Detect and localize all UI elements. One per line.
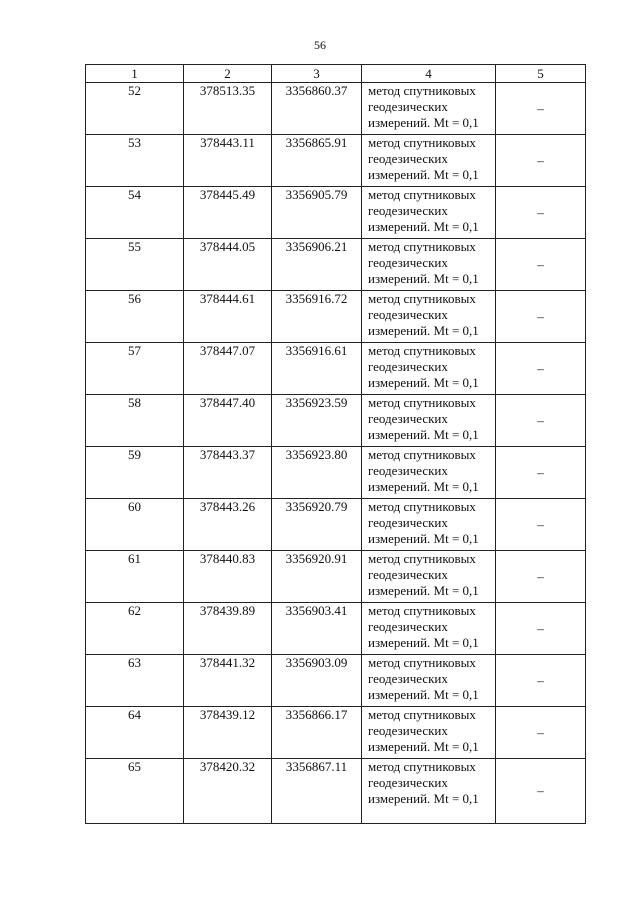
method-cell bbox=[362, 447, 496, 499]
point-number-cell: 59 bbox=[86, 447, 184, 499]
method-line: геодезических bbox=[368, 203, 448, 218]
method-line: геодезических bbox=[368, 619, 448, 634]
page-number: 56 bbox=[314, 38, 326, 52]
table-row bbox=[86, 551, 586, 603]
x-coordinate-cell: 378443.37 bbox=[184, 447, 272, 499]
header-col-4: 4 bbox=[362, 65, 496, 83]
y-coordinate-cell: 3356920.91 bbox=[272, 551, 362, 603]
y-coordinate-cell: 3356916.72 bbox=[272, 291, 362, 343]
method-cell bbox=[362, 499, 496, 551]
table-row bbox=[86, 447, 586, 499]
point-number-cell: 52 bbox=[86, 83, 184, 135]
method-line: метод спутниковых bbox=[368, 655, 476, 670]
y-coordinate-cell: 3356903.41 bbox=[272, 603, 362, 655]
y-coordinate-cell: 3356905.79 bbox=[272, 187, 362, 239]
coordinates-table bbox=[85, 64, 586, 824]
y-coordinate-cell: 3356923.80 bbox=[272, 447, 362, 499]
col5-cell: – bbox=[496, 551, 586, 603]
x-coordinate-cell: 378447.40 bbox=[184, 395, 272, 447]
method-cell bbox=[362, 187, 496, 239]
method-cell bbox=[362, 343, 496, 395]
y-coordinate-cell: 3356903.09 bbox=[272, 655, 362, 707]
method-line: измерений. Mt = 0,1 bbox=[368, 583, 479, 598]
method-line: измерений. Mt = 0,1 bbox=[368, 687, 479, 702]
table-row bbox=[86, 343, 586, 395]
table-row bbox=[86, 603, 586, 655]
method-line: метод спутниковых bbox=[368, 187, 476, 202]
x-coordinate-cell: 378441.32 bbox=[184, 655, 272, 707]
x-coordinate-cell: 378443.26 bbox=[184, 499, 272, 551]
y-coordinate-cell: 3356920.79 bbox=[272, 499, 362, 551]
method-line: геодезических bbox=[368, 463, 448, 478]
x-coordinate-cell: 378447.07 bbox=[184, 343, 272, 395]
method-cell bbox=[362, 135, 496, 187]
header-col-5: 5 bbox=[496, 65, 586, 83]
method-cell bbox=[362, 655, 496, 707]
x-coordinate-cell: 378513.35 bbox=[184, 83, 272, 135]
point-number-cell: 63 bbox=[86, 655, 184, 707]
col5-cell: – bbox=[496, 447, 586, 499]
method-line: геодезических bbox=[368, 723, 448, 738]
x-coordinate-cell: 378444.61 bbox=[184, 291, 272, 343]
table-header-row bbox=[86, 65, 586, 83]
header-col-1: 1 bbox=[86, 65, 184, 83]
table-row bbox=[86, 239, 586, 291]
method-cell bbox=[362, 707, 496, 759]
col5-cell: – bbox=[496, 239, 586, 291]
col5-cell: – bbox=[496, 291, 586, 343]
method-cell bbox=[362, 239, 496, 291]
col5-cell: – bbox=[496, 187, 586, 239]
point-number-cell: 57 bbox=[86, 343, 184, 395]
method-cell bbox=[362, 759, 496, 824]
table-row bbox=[86, 291, 586, 343]
method-line: измерений. Mt = 0,1 bbox=[368, 167, 479, 182]
col5-cell: – bbox=[496, 603, 586, 655]
method-line: метод спутниковых bbox=[368, 551, 476, 566]
method-cell bbox=[362, 395, 496, 447]
method-line: геодезических bbox=[368, 255, 448, 270]
table-row bbox=[86, 655, 586, 707]
method-line: измерений. Mt = 0,1 bbox=[368, 479, 479, 494]
header-col-2: 2 bbox=[184, 65, 272, 83]
col5-cell: – bbox=[496, 395, 586, 447]
method-line: метод спутниковых bbox=[368, 603, 476, 618]
method-line: геодезических bbox=[368, 411, 448, 426]
method-line: метод спутниковых bbox=[368, 395, 476, 410]
y-coordinate-cell: 3356906.21 bbox=[272, 239, 362, 291]
method-line: измерений. Mt = 0,1 bbox=[368, 791, 479, 806]
col5-cell: – bbox=[496, 707, 586, 759]
table-row bbox=[86, 759, 586, 824]
point-number-cell: 65 bbox=[86, 759, 184, 824]
x-coordinate-cell: 378444.05 bbox=[184, 239, 272, 291]
col5-cell: – bbox=[496, 759, 586, 824]
x-coordinate-cell: 378420.32 bbox=[184, 759, 272, 824]
y-coordinate-cell: 3356923.59 bbox=[272, 395, 362, 447]
method-line: метод спутниковых bbox=[368, 239, 476, 254]
point-number-cell: 64 bbox=[86, 707, 184, 759]
table-row bbox=[86, 707, 586, 759]
y-coordinate-cell: 3356860.37 bbox=[272, 83, 362, 135]
col5-cell: – bbox=[496, 135, 586, 187]
method-line: измерений. Mt = 0,1 bbox=[368, 271, 479, 286]
y-coordinate-cell: 3356865.91 bbox=[272, 135, 362, 187]
method-line: измерений. Mt = 0,1 bbox=[368, 427, 479, 442]
method-line: геодезических bbox=[368, 99, 448, 114]
method-cell bbox=[362, 291, 496, 343]
method-line: геодезических bbox=[368, 515, 448, 530]
col5-cell: – bbox=[496, 343, 586, 395]
method-line: метод спутниковых bbox=[368, 135, 476, 150]
method-line: метод спутниковых bbox=[368, 447, 476, 462]
method-line: измерений. Mt = 0,1 bbox=[368, 115, 479, 130]
x-coordinate-cell: 378440.83 bbox=[184, 551, 272, 603]
x-coordinate-cell: 378445.49 bbox=[184, 187, 272, 239]
x-coordinate-cell: 378439.12 bbox=[184, 707, 272, 759]
method-line: геодезических bbox=[368, 775, 448, 790]
table-row bbox=[86, 187, 586, 239]
method-line: метод спутниковых bbox=[368, 707, 476, 722]
point-number-cell: 53 bbox=[86, 135, 184, 187]
method-line: метод спутниковых bbox=[368, 291, 476, 306]
method-line: геодезических bbox=[368, 307, 448, 322]
method-line: метод спутниковых bbox=[368, 83, 476, 98]
method-line: измерений. Mt = 0,1 bbox=[368, 375, 479, 390]
method-line: геодезических bbox=[368, 671, 448, 686]
method-cell bbox=[362, 551, 496, 603]
table-row bbox=[86, 395, 586, 447]
point-number-cell: 54 bbox=[86, 187, 184, 239]
method-line: измерений. Mt = 0,1 bbox=[368, 323, 479, 338]
table-row bbox=[86, 499, 586, 551]
col5-cell: – bbox=[496, 655, 586, 707]
method-line: геодезических bbox=[368, 151, 448, 166]
header-col-3: 3 bbox=[272, 65, 362, 83]
method-line: геодезических bbox=[368, 359, 448, 374]
point-number-cell: 56 bbox=[86, 291, 184, 343]
table-row bbox=[86, 83, 586, 135]
method-line: метод спутниковых bbox=[368, 499, 476, 514]
method-line: измерений. Mt = 0,1 bbox=[368, 531, 479, 546]
table-row bbox=[86, 135, 586, 187]
method-cell bbox=[362, 603, 496, 655]
col5-cell: – bbox=[496, 83, 586, 135]
method-line: метод спутниковых bbox=[368, 343, 476, 358]
method-line: метод спутниковых bbox=[368, 759, 476, 774]
method-line: геодезических bbox=[368, 567, 448, 582]
point-number-cell: 62 bbox=[86, 603, 184, 655]
point-number-cell: 55 bbox=[86, 239, 184, 291]
x-coordinate-cell: 378443.11 bbox=[184, 135, 272, 187]
method-cell bbox=[362, 83, 496, 135]
point-number-cell: 60 bbox=[86, 499, 184, 551]
point-number-cell: 61 bbox=[86, 551, 184, 603]
x-coordinate-cell: 378439.89 bbox=[184, 603, 272, 655]
col5-cell: – bbox=[496, 499, 586, 551]
y-coordinate-cell: 3356916.61 bbox=[272, 343, 362, 395]
y-coordinate-cell: 3356866.17 bbox=[272, 707, 362, 759]
method-line: измерений. Mt = 0,1 bbox=[368, 739, 479, 754]
method-line: измерений. Mt = 0,1 bbox=[368, 635, 479, 650]
point-number-cell: 58 bbox=[86, 395, 184, 447]
method-line: измерений. Mt = 0,1 bbox=[368, 219, 479, 234]
y-coordinate-cell: 3356867.11 bbox=[272, 759, 362, 824]
table-body bbox=[86, 83, 586, 824]
